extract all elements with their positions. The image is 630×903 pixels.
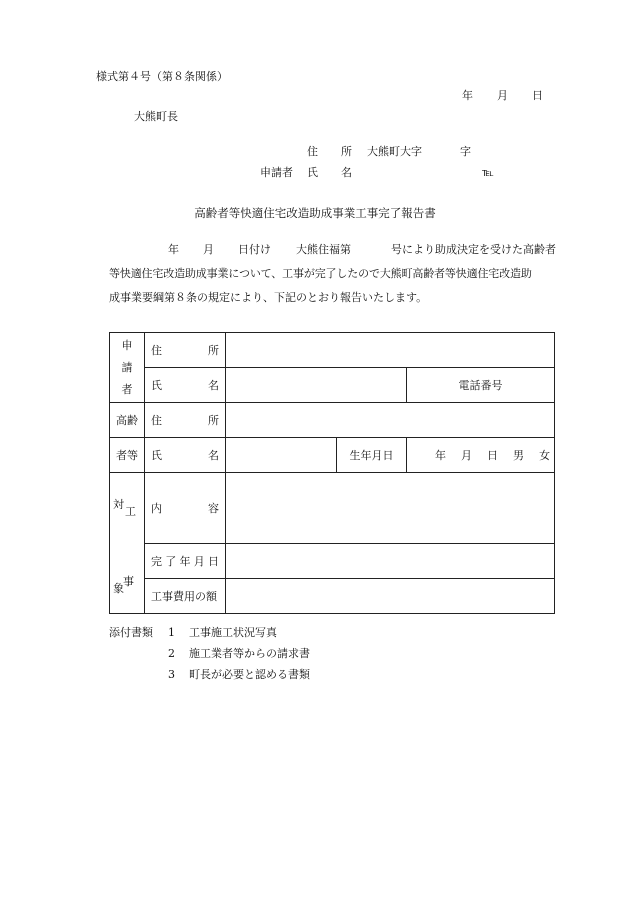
gender-female[interactable]: 女	[539, 449, 551, 462]
cost-input[interactable]	[226, 578, 555, 613]
work-header-cell	[110, 473, 145, 614]
label-char: 年	[179, 554, 191, 568]
attachment-2-no: 2	[168, 647, 175, 660]
elderly-address-input[interactable]	[226, 403, 555, 438]
label-char: 了	[165, 554, 177, 568]
body-line3: 成事業要綱第８条の規定により、下記のとおり報告いたします。	[109, 291, 428, 304]
body-date-suffix: 日付け	[238, 243, 271, 256]
applicant-header-cell	[110, 333, 145, 403]
phone-label: 電話番号	[458, 379, 503, 392]
birth-day: 日	[487, 449, 499, 462]
label-char: 所	[208, 344, 219, 357]
body-line1-rest: 号により助成決定を受けた高齢者	[391, 243, 556, 256]
label-char: 日	[208, 554, 219, 568]
birth-label: 生年月日	[349, 449, 394, 462]
addressee: 大熊町長	[134, 110, 178, 123]
tel-mark: ℡	[482, 166, 494, 179]
elderly-header-top-text: 高齢	[116, 414, 138, 427]
body-line2: 等快適住宅改造助成事業について、工事が完了したので大熊町高齢者等快適住宅改造助	[109, 267, 532, 280]
label-char: 住	[151, 414, 162, 427]
date-month-label: 月	[497, 89, 508, 102]
applicant-name-label-2: 名	[341, 166, 352, 179]
content-input[interactable]	[226, 473, 555, 544]
applicant-address-label-1: 住	[307, 145, 318, 158]
applicant-header-char-1: 申	[121, 338, 133, 352]
birth-label-cell	[337, 438, 407, 473]
birth-month: 月	[461, 449, 473, 462]
label-char: 名	[208, 449, 219, 462]
body-year: 年	[168, 243, 179, 256]
applicant-address-label-cell	[145, 333, 226, 368]
cost-label-cell	[145, 578, 226, 613]
birth-year: 年	[435, 449, 446, 462]
document-title: 高齢者等快適住宅改造助成事業工事完了報告書	[194, 206, 436, 220]
completion-date-input[interactable]	[226, 543, 555, 578]
attachment-1-text: 工事施工状況写真	[189, 626, 277, 639]
applicant-name-input[interactable]	[226, 368, 407, 403]
elderly-name-label-cell	[145, 438, 226, 473]
elderly-header-bottom	[110, 438, 145, 473]
label-char: 氏	[151, 449, 162, 462]
applicant-address-value: 大熊町大字	[367, 145, 422, 158]
label-char: 住	[151, 344, 162, 357]
label-char: 名	[208, 379, 219, 392]
label-char: 内	[151, 501, 162, 515]
elderly-address-label-cell	[145, 403, 226, 438]
birth-value-cell[interactable]	[407, 438, 555, 473]
gender-male[interactable]: 男	[513, 449, 525, 462]
applicant-header-char-3: 者	[121, 382, 133, 396]
body-decision-prefix: 大熊住福第	[296, 243, 351, 256]
work-header-char-1: 対	[113, 498, 124, 511]
applicant-address-input[interactable]	[226, 333, 555, 368]
work-header-char-3: 事	[123, 575, 134, 588]
applicant-name-label-1: 氏	[307, 166, 318, 179]
elderly-header-top	[110, 403, 145, 438]
label-char: 月	[193, 554, 205, 568]
content-label-cell	[145, 473, 226, 544]
applicant-role-label: 申請者	[260, 166, 293, 179]
attachment-1-no: 1	[168, 626, 175, 639]
report-table	[109, 332, 555, 614]
elderly-header-bottom-text: 者等	[116, 449, 138, 462]
label-char: 所	[208, 414, 219, 427]
applicant-address-suffix: 字	[460, 145, 471, 158]
work-header-char-2: 工	[125, 505, 136, 518]
applicant-name-label-cell	[145, 368, 226, 403]
completion-label-cell	[145, 543, 226, 578]
attachment-3-text: 町長が必要と認める書類	[189, 668, 310, 681]
label-char: 容	[208, 501, 219, 515]
applicant-header-char-2: 請	[121, 360, 133, 374]
attachment-2-text: 施工業者等からの請求書	[189, 647, 310, 660]
date-year-label: 年	[462, 89, 473, 102]
attachment-3-no: 3	[168, 668, 175, 681]
applicant-address-label-2: 所	[341, 145, 352, 158]
attachments-label: 添付書類	[109, 626, 153, 639]
body-month: 月	[203, 243, 214, 256]
phone-label-cell	[407, 368, 555, 403]
cost-label: 工事費用の額	[151, 589, 217, 603]
form-number: 様式第４号（第８条関係）	[96, 70, 228, 83]
elderly-name-input[interactable]	[226, 438, 337, 473]
date-day-label: 日	[532, 89, 543, 102]
label-char: 氏	[151, 379, 162, 392]
label-char: 完	[151, 554, 162, 568]
work-header-char-4: 象	[113, 582, 124, 595]
